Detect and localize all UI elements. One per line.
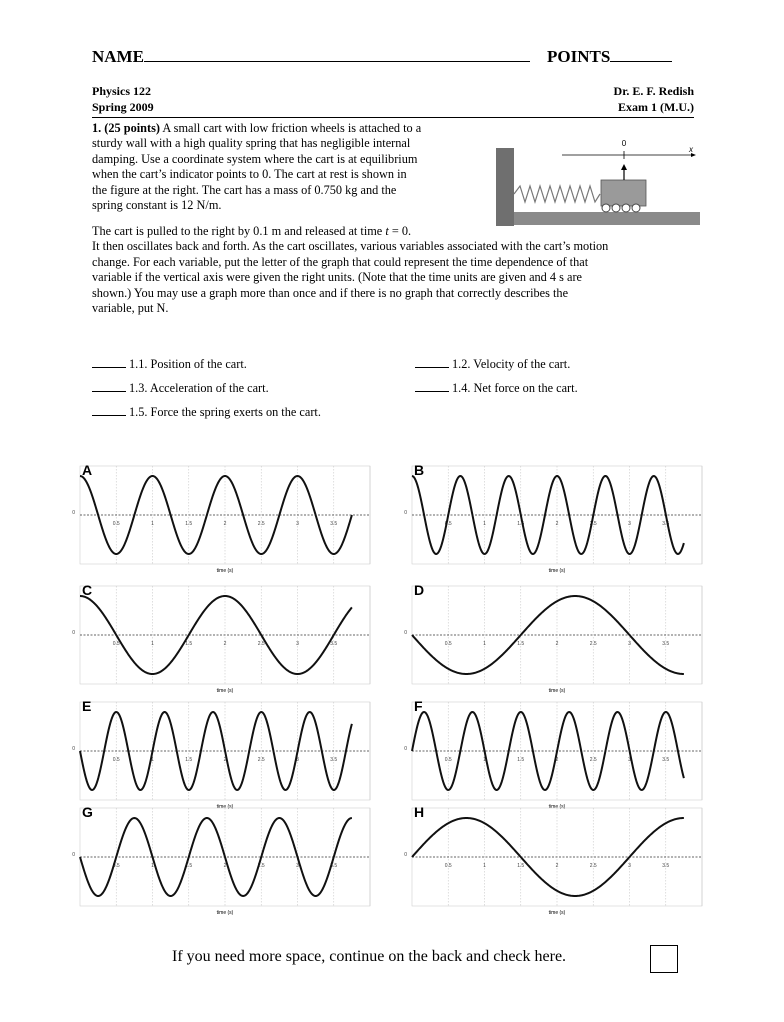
- x-tick-label: 1: [151, 757, 154, 763]
- points-blank[interactable]: [610, 46, 672, 62]
- intro-line-5: the figure at the right. The cart has a mass of 0.750 kg and the: [92, 182, 397, 197]
- graph-f: [402, 696, 712, 808]
- x-tick-label: 3: [628, 641, 631, 647]
- y-tick-label: 0: [404, 746, 407, 752]
- x-tick-label: 2.5: [257, 863, 265, 869]
- x-tick-label: 1.5: [185, 757, 193, 763]
- x-tick-label: 0.5: [112, 641, 120, 647]
- x-tick-label: 3.5: [330, 521, 338, 527]
- graph-letter: E: [82, 698, 92, 714]
- body-line-3: variable if the vertical axis were given the right units. (Note that the time units are given and 4 s are: [92, 270, 583, 285]
- x-tick-label: 1: [483, 757, 486, 763]
- intro-line-6: spring constant is 12 N/m.: [92, 198, 222, 213]
- cart-body: [601, 180, 646, 206]
- x-tick-label: 3: [628, 863, 631, 869]
- x-tick-label: 3: [296, 757, 299, 763]
- graph-a: [70, 460, 380, 572]
- question-1-3: 1.3. Acceleration of the cart.: [92, 380, 269, 396]
- header-rule: [92, 117, 694, 118]
- x-tick-label: 0.5: [112, 863, 120, 869]
- x-tick-label: 3: [296, 521, 299, 527]
- question-1-1: 1.1. Position of the cart.: [92, 356, 247, 372]
- x-tick-label: 2: [555, 641, 559, 647]
- x-axis-label: time (s): [548, 688, 566, 694]
- name-blank[interactable]: [144, 46, 530, 62]
- x-tick-label: 3.5: [662, 641, 670, 647]
- y-tick-label: 0: [72, 510, 75, 516]
- y-tick-label: 0: [404, 510, 407, 516]
- wheel: [612, 204, 620, 212]
- x-axis-label: time (s): [216, 688, 234, 694]
- graph-svg: [70, 802, 380, 914]
- x-tick-label: 3.5: [662, 521, 670, 527]
- x-tick-label: 1: [151, 521, 154, 527]
- x-axis-label: time (s): [548, 910, 566, 916]
- x-tick-label: 1: [483, 521, 486, 527]
- y-tick-label: 0: [72, 852, 75, 858]
- body-line-5: variable, put N.: [92, 301, 169, 316]
- y-tick-label: 0: [72, 630, 75, 636]
- question-1-4: 1.4. Net force on the cart.: [415, 380, 578, 396]
- x-tick-label: 1.5: [185, 521, 193, 527]
- x-tick-label: 0.5: [112, 521, 120, 527]
- graph-letter: B: [414, 462, 425, 478]
- graph-letter: F: [414, 698, 423, 714]
- x-tick-label: 1.5: [517, 521, 525, 527]
- x-tick-label: 2: [555, 863, 559, 869]
- x-tick-label: 1: [151, 641, 154, 647]
- y-tick-label: 0: [404, 852, 407, 858]
- question-1-2: 1.2. Velocity of the cart.: [415, 356, 570, 372]
- x-axis-label: time (s): [216, 568, 234, 574]
- name-label: NAME: [92, 47, 144, 66]
- graph-letter: C: [82, 582, 93, 598]
- indicator-arrowhead: [621, 164, 627, 170]
- graph-e: [70, 696, 380, 808]
- wheel: [602, 204, 610, 212]
- wall: [496, 148, 514, 226]
- body-line-1: It then oscillates back and forth. As the cart oscillates, various variables associated with the cart’s motion: [92, 239, 609, 254]
- graph-letter: H: [414, 804, 425, 820]
- body-line-2: change. For each variable, put the letter of the graph that could represent the time dependence of that: [92, 254, 589, 269]
- x-tick-label: 0.5: [444, 521, 452, 527]
- x-tick-label: 2.5: [589, 863, 597, 869]
- x-tick-label: 1.5: [185, 863, 193, 869]
- x-tick-label: 3.5: [330, 863, 338, 869]
- x-tick-label: 2.5: [257, 521, 265, 527]
- graph-svg: [402, 580, 712, 692]
- x-tick-label: 3: [628, 521, 631, 527]
- x-tick-label: 2.5: [589, 641, 597, 647]
- x-tick-label: 0.5: [112, 757, 120, 763]
- graph-h: [402, 802, 712, 914]
- pull-statement: The cart is pulled to the right by 0.1 m and released at time t = 0.: [92, 224, 412, 238]
- x-tick-label: 1: [483, 863, 486, 869]
- body-line-4: shown.) You may use a graph more than once and if there is no graph that correctly describes the: [92, 285, 569, 300]
- zero-label: 0: [621, 139, 627, 148]
- answer-blank-1-5[interactable]: [92, 404, 126, 416]
- course-title: Physics 122: [92, 84, 152, 98]
- intro-line-3: damping. Use a coordinate system where the cart is at equilibrium: [92, 151, 418, 166]
- answer-blank-1-4[interactable]: [415, 380, 449, 392]
- x-tick-label: 3.5: [662, 757, 670, 763]
- graph-c: [70, 580, 380, 692]
- spring: [514, 186, 600, 202]
- y-tick-label: 0: [72, 746, 75, 752]
- x-tick-label: 1.5: [517, 757, 525, 763]
- x-tick-label: 1: [483, 641, 486, 647]
- answer-blank-1-3[interactable]: [92, 380, 126, 392]
- x-axis-label: time (s): [216, 910, 234, 916]
- graph-svg: [70, 460, 380, 572]
- cart-spring-figure: [496, 136, 702, 233]
- graph-svg: [70, 696, 380, 808]
- x-tick-label: 3.5: [662, 863, 670, 869]
- x-tick-label: 2: [555, 521, 559, 527]
- x-tick-label: 2: [223, 521, 227, 527]
- x-axis-label: time (s): [548, 568, 566, 574]
- x-tick-label: 3: [296, 863, 299, 869]
- x-tick-label: 2: [555, 757, 559, 763]
- points-label: POINTS: [547, 47, 611, 66]
- x-tick-label: 3: [296, 641, 299, 647]
- x-tick-label: 2.5: [589, 521, 597, 527]
- intro-line-2: sturdy wall with a high quality spring that has negligible internal: [92, 136, 411, 151]
- problem-number: 1. (25 points): [92, 121, 160, 135]
- x-tick-label: 1.5: [517, 863, 525, 869]
- answer-blank-1-2[interactable]: [415, 356, 449, 368]
- x-tick-label: 2: [223, 863, 227, 869]
- intro-line-4: when the cart’s indicator points to 0. The cart at rest is shown in: [92, 167, 407, 182]
- instructor: Dr. E. F. Redish: [613, 84, 694, 98]
- x-tick-label: 2: [223, 757, 227, 763]
- y-tick-label: 0: [404, 630, 407, 636]
- footer-text: If you need more space, continue on the back and check here.: [172, 948, 567, 965]
- x-tick-label: 1: [151, 863, 154, 869]
- more-space-checkbox[interactable]: [650, 945, 678, 973]
- x-tick-label: 1.5: [517, 641, 525, 647]
- x-axis-label: x: [689, 145, 693, 154]
- x-tick-label: 0.5: [444, 757, 452, 763]
- problem-intro: [92, 121, 492, 213]
- x-tick-label: 3.5: [330, 757, 338, 763]
- exam-title: Exam 1 (M.U.): [618, 100, 694, 114]
- x-tick-label: 2.5: [257, 757, 265, 763]
- x-axis-label: time (s): [216, 804, 234, 810]
- graph-svg: [402, 460, 712, 572]
- graph-g: [70, 802, 380, 914]
- name-line[interactable]: [92, 46, 530, 67]
- graph-letter: D: [414, 582, 425, 598]
- points-line[interactable]: [547, 46, 672, 67]
- x-tick-label: 2.5: [257, 641, 265, 647]
- question-1-5: 1.5. Force the spring exerts on the cart.: [92, 404, 321, 420]
- x-tick-label: 3: [628, 757, 631, 763]
- graph-svg: [402, 802, 712, 914]
- intro-line-1: 1. (25 points) A small cart with low friction wheels is attached to a: [92, 121, 422, 135]
- graph-d: [402, 580, 712, 692]
- x-tick-label: 0.5: [444, 863, 452, 869]
- x-axis-label: time (s): [548, 804, 566, 810]
- graph-letter: A: [82, 462, 93, 478]
- course-term: Spring 2009: [92, 100, 154, 114]
- x-tick-label: 2: [223, 641, 227, 647]
- problem-body: [92, 224, 702, 316]
- wheel: [622, 204, 630, 212]
- graph-svg: [402, 696, 712, 808]
- x-tick-label: 1.5: [185, 641, 193, 647]
- graph-letter: G: [82, 804, 93, 820]
- x-tick-label: 0.5: [444, 641, 452, 647]
- x-tick-label: 3.5: [330, 641, 338, 647]
- answer-blank-1-1[interactable]: [92, 356, 126, 368]
- graph-svg: [70, 580, 380, 692]
- x-tick-label: 2.5: [589, 757, 597, 763]
- wheel: [632, 204, 640, 212]
- graph-b: [402, 460, 712, 572]
